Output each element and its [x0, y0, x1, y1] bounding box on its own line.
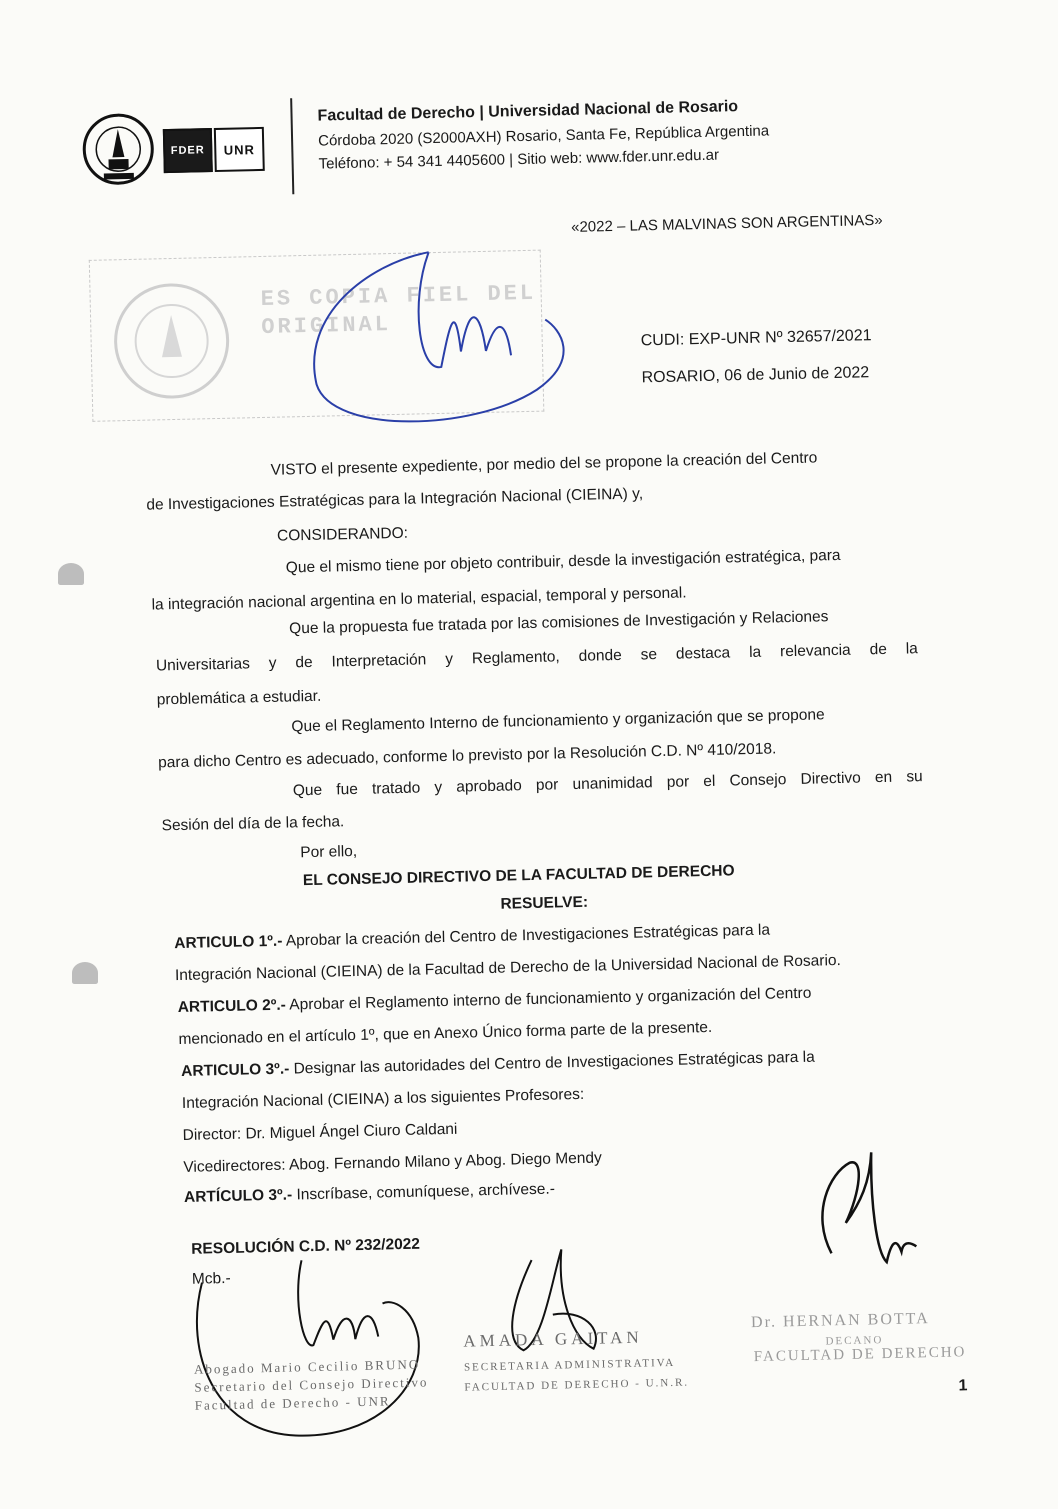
- paragraph-4-line-2: Sesión del día de la fecha.: [161, 813, 345, 835]
- paragraph-4-line-1: Que fue tratado y aprobado por unanimidad por el Consejo Directivo en su: [292, 768, 923, 800]
- article-1-label: ARTICULO 1º.-: [174, 932, 283, 953]
- paragraph-1-line-2: la integración nacional argentina en lo material, espacial, temporal y personal.: [151, 584, 687, 614]
- typist-initials: Mcb.-: [191, 1269, 231, 1288]
- paragraph-2-line-2: Universitarias y de Interpretación y Reglamento, donde se destaca la relevancia de la: [155, 640, 918, 675]
- article-2-text: Aprobar el Reglamento interno de funcionamiento y organización del Centro: [285, 984, 812, 1014]
- page-number: 1: [958, 1377, 968, 1395]
- article-2-label: ARTICULO 2º.-: [177, 996, 287, 1017]
- article-4-text: Inscríbase, comuníquese, archívese.-: [291, 1180, 556, 1204]
- signature-3-unit: FACULTAD DE DERECHO: [753, 1344, 967, 1366]
- hole-punch-mark: [72, 962, 98, 984]
- institution-contact: Teléfono: + 54 341 4405600 | Sitio web: www.fder.unr.edu.ar: [318, 146, 720, 173]
- institution-name: Facultad de Derecho | Universidad Nacional de Rosario: [317, 98, 739, 125]
- article-3-label: ARTICULO 3º.-: [181, 1060, 290, 1080]
- resolution-number: RESOLUCIÓN C.D. Nº 232/2022: [191, 1235, 421, 1258]
- paragraph-3-line-1: Que el Reglamento Interno de funcionamiento y organización que se propone: [291, 706, 825, 736]
- signature-1-icon: [181, 1247, 445, 1453]
- signature-1-name: Abogado Mario Cecilio BRUNO: [193, 1356, 421, 1377]
- visto-line-1: VISTO el presente expediente, por medio del se propone la creación del Centro: [270, 449, 818, 479]
- stamp-text-1: ES COPIA FIEL DEL: [260, 280, 537, 312]
- article-3-text: Designar las autoridades del Centro de Investigaciones Estratégicas para la: [289, 1048, 815, 1078]
- paragraph-2-line-3: problemática a estudiar.: [156, 687, 322, 709]
- article-1-text: Aprobar la creación del Centro de Investigaciones Estratégicas para la: [282, 921, 771, 950]
- signature-2-title: SECRETARIA ADMINISTRATIVA: [463, 1356, 676, 1374]
- signature-1-title: Secretario del Consejo Directivo: [194, 1374, 429, 1395]
- document-date: ROSARIO, 06 de Junio de 2022: [641, 364, 870, 387]
- council-heading: EL CONSEJO DIRECTIVO DE LA FACULTAD DE DERECHO: [302, 862, 735, 890]
- paragraph-3-line-2: para dicho Centro es adecuado, conforme lo previsto por la Resolución C.D. Nº 410/2018.: [158, 740, 777, 772]
- considerando-heading: CONSIDERANDO:: [276, 524, 409, 545]
- signature-3-title: DECANO: [825, 1334, 884, 1348]
- article-1-line-2: Integración Nacional (CIEINA) de la Facultad de Derecho de la Universidad Nacional de Rosario.: [174, 952, 842, 985]
- article-2-line-1: [178, 984, 812, 1018]
- por-ello: Por ello,: [300, 842, 358, 862]
- resuelve-heading: RESUELVE:: [500, 893, 589, 913]
- stamp-signature-icon: [288, 239, 582, 446]
- hole-punch-mark: [58, 563, 84, 585]
- year-motto: «2022 – LAS MALVINAS SON ARGENTINAS»: [570, 211, 883, 236]
- university-seal-icon: [80, 100, 156, 204]
- article-4-label: ARTÍCULO 3º.-: [183, 1186, 293, 1206]
- signature-1-unit: Facultad de Derecho - UNR: [194, 1393, 391, 1413]
- article-3-line-2: Integración Nacional (CIEINA) a los siguientes Profesores:: [181, 1085, 585, 1112]
- vicedirectors-line: Vicedirectores: Abog. Fernando Milano y Abog. Diego Mendy: [183, 1149, 602, 1176]
- article-1-line-1: [174, 921, 770, 955]
- faculty-seal-icon: [110, 280, 233, 403]
- article-3-line-1: [181, 1048, 815, 1082]
- paragraph-1-line-1: Que el mismo tiene por objeto contribuir, desde la investigación estratégica, para: [285, 546, 841, 577]
- visto-line-2: de Investigaciones Estratégicas para la Integración Nacional (CIEINA) y,: [146, 485, 644, 514]
- article-4-line: [184, 1180, 555, 1208]
- director-line: Director: Dr. Miguel Ángel Ciuro Caldani: [182, 1120, 458, 1144]
- signature-2-unit: FACULTAD DE DERECHO - U.N.R.: [464, 1376, 690, 1394]
- file-number: CUDI: EXP-UNR Nº 32657/2021: [640, 327, 872, 350]
- stamp-text-2: ORIGINAL: [261, 312, 392, 340]
- fder-logo: FDER: [163, 128, 213, 173]
- institution-address: Córdoba 2020 (S2000AXH) Rosario, Santa Fe, República Argentina: [317, 122, 770, 150]
- signature-2-name: AMADA GAITAN: [463, 1327, 643, 1351]
- signature-3-name: Dr. HERNAN BOTTA: [750, 1310, 930, 1332]
- unr-logo: UNR: [214, 127, 265, 172]
- paragraph-2-line-1: Que la propuesta fue tratada por las comisiones de Investigación y Relaciones: [288, 608, 829, 638]
- header-divider: [290, 98, 294, 194]
- signature-3-icon: [789, 1141, 933, 1304]
- article-2-line-2: mencionado en el artículo 1º, que en Anexo Único forma parte de la presente.: [178, 1018, 713, 1049]
